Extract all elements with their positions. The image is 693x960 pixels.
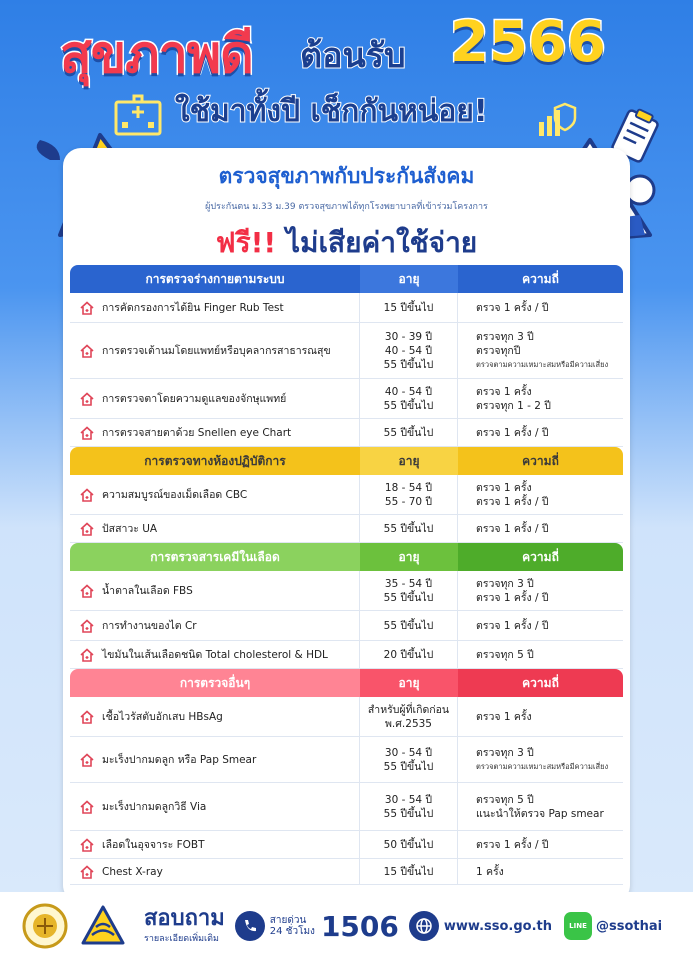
frequency-value: ตรวจ 1 ครั้ง / ปี xyxy=(476,426,549,439)
test-name-cell xyxy=(70,697,360,736)
house-icon xyxy=(80,619,94,633)
test-name: การตรวจเต้านมโดยแพทย์หรือบุคลากรสาธารณสุข xyxy=(102,345,331,357)
frequency-cell xyxy=(458,697,623,736)
house-icon xyxy=(80,753,94,767)
house-icon xyxy=(80,865,94,879)
age-value: 15 ปีขึ้นไป xyxy=(383,301,434,314)
age-value: 55 ปีขึ้นไป xyxy=(383,591,434,604)
frequency-cell xyxy=(458,475,623,514)
age-cell xyxy=(360,571,458,610)
age-value: 55 ปีขึ้นไป xyxy=(383,619,434,632)
frequency-cell xyxy=(458,379,623,418)
frequency-column-header: ความถี่ xyxy=(458,543,623,571)
age-value: 55 ปีขึ้นไป xyxy=(383,426,434,439)
house-icon xyxy=(80,584,94,598)
info-card xyxy=(63,148,630,903)
age-value: 15 ปีขึ้นไป xyxy=(383,865,434,878)
ask-label: สอบถาม xyxy=(144,906,225,931)
age-value: 30 - 39 ปี xyxy=(384,330,433,343)
website-url[interactable]: www.sso.go.th xyxy=(443,918,553,934)
age-cell xyxy=(360,859,458,884)
age-cell xyxy=(360,783,458,830)
table-row xyxy=(70,831,623,859)
age-cell xyxy=(360,611,458,640)
frequency-value: ตรวจ 1 ครั้ง xyxy=(476,710,532,723)
section-header xyxy=(70,265,623,293)
frequency-value: ตรวจ 1 ครั้ง xyxy=(476,481,532,494)
house-icon xyxy=(80,522,94,536)
section-title: การตรวจอื่นๆ xyxy=(70,669,360,697)
headline-main: สุขภาพดี xyxy=(60,25,253,85)
section-header xyxy=(70,669,623,697)
test-name-cell xyxy=(70,323,360,378)
test-name: Chest X-ray xyxy=(102,865,163,878)
test-name-cell xyxy=(70,475,360,514)
frequency-value: ตรวจทุก 5 ปี xyxy=(476,648,534,661)
age-column-header: อายุ xyxy=(360,669,458,697)
age-value: 55 ปีขึ้นไป xyxy=(383,399,434,412)
card-title: ตรวจสุขภาพกับประกันสังคม xyxy=(218,164,475,188)
test-name-cell xyxy=(70,293,360,322)
frequency-value: ตรวจทุก 5 ปี xyxy=(476,793,534,806)
test-name: เลือดในอุจจาระ FOBT xyxy=(102,839,205,851)
frequency-value: ตรวจ 1 ครั้ง / ปี xyxy=(476,495,549,508)
frequency-cell xyxy=(458,831,623,858)
house-icon xyxy=(80,392,94,406)
table-row xyxy=(70,475,623,515)
age-column-header: อายุ xyxy=(360,265,458,293)
test-name-cell xyxy=(70,641,360,668)
table-row xyxy=(70,515,623,543)
house-icon xyxy=(80,426,94,440)
frequency-cell xyxy=(458,293,623,322)
frequency-value: ตรวจทุก 3 ปี xyxy=(476,746,534,759)
age-cell xyxy=(360,419,458,446)
frequency-value: ตรวจทุกปี xyxy=(476,344,521,357)
house-icon xyxy=(80,488,94,502)
test-name-cell xyxy=(70,783,360,830)
house-icon xyxy=(80,710,94,724)
frequency-cell xyxy=(458,737,623,782)
free-banner xyxy=(63,221,630,265)
house-icon xyxy=(80,838,94,852)
frequency-column-header: ความถี่ xyxy=(458,447,623,475)
age-value: พ.ศ.2535 xyxy=(385,717,432,730)
table-row xyxy=(70,323,623,379)
test-name-cell xyxy=(70,379,360,418)
section-title: การตรวจร่างกายตามระบบ xyxy=(70,265,360,293)
age-value: 40 - 54 ปี xyxy=(384,344,433,357)
age-cell xyxy=(360,697,458,736)
age-value: 55 ปีขึ้นไป xyxy=(383,358,434,371)
frequency-note: ตรวจตามความเหมาะสมหรือมีความเสี่ยง xyxy=(476,359,609,369)
ask-sublabel: รายละเอียดเพิ่มเติม xyxy=(144,934,219,944)
table-row xyxy=(70,737,623,783)
frequency-value: ตรวจทุก 3 ปี xyxy=(476,577,534,590)
age-value: 55 - 70 ปี xyxy=(384,495,433,508)
age-cell xyxy=(360,475,458,514)
frequency-value: ตรวจทุก 1 - 2 ปี xyxy=(476,399,551,412)
age-cell xyxy=(360,323,458,378)
test-name: การตรวจสายตาด้วย Snellen eye Chart xyxy=(102,427,292,439)
frequency-value: ตรวจ 1 ครั้ง / ปี xyxy=(476,522,549,535)
frequency-value: ตรวจ 1 ครั้ง / ปี xyxy=(476,619,549,632)
age-column-header: อายุ xyxy=(360,447,458,475)
test-name: เชื้อไวรัสตับอักเสบ HBsAg xyxy=(102,711,223,723)
frequency-cell xyxy=(458,611,623,640)
frequency-cell xyxy=(458,859,623,884)
table-row xyxy=(70,379,623,419)
test-name: ความสมบูรณ์ของเม็ดเลือด CBC xyxy=(102,489,248,501)
house-icon xyxy=(80,344,94,358)
age-value: 18 - 54 ปี xyxy=(384,481,433,494)
test-name-cell xyxy=(70,571,360,610)
headline-subtitle: ใช้มาทั้งปี เช็กกันหน่อย! xyxy=(175,94,488,129)
test-name-cell xyxy=(70,831,360,858)
frequency-column-header: ความถี่ xyxy=(458,669,623,697)
age-value: 30 - 54 ปี xyxy=(384,793,433,806)
age-value: 55 ปีขึ้นไป xyxy=(383,807,434,820)
age-value: 50 ปีขึ้นไป xyxy=(383,838,434,851)
test-name-cell xyxy=(70,611,360,640)
house-icon xyxy=(80,648,94,662)
age-value: 30 - 54 ปี xyxy=(384,746,433,759)
age-value: 35 - 54 ปี xyxy=(384,577,433,590)
table-row xyxy=(70,859,623,885)
age-column-header: อายุ xyxy=(360,543,458,571)
footer-logos xyxy=(22,903,128,949)
frequency-value: ตรวจ 1 ครั้ง xyxy=(476,385,532,398)
age-value: 55 ปีขึ้นไป xyxy=(383,522,434,535)
section-title: การตรวจทางห้องปฏิบัติการ xyxy=(70,447,360,475)
test-name-cell xyxy=(70,419,360,446)
frequency-cell xyxy=(458,783,623,830)
frequency-cell xyxy=(458,419,623,446)
table-row xyxy=(70,419,623,447)
age-value: 40 - 54 ปี xyxy=(384,385,433,398)
house-icon xyxy=(80,301,94,315)
globe-icon xyxy=(409,911,439,941)
footer-ask xyxy=(144,907,225,945)
frequency-value: 1 ครั้ง xyxy=(476,865,504,878)
card-header xyxy=(63,148,630,265)
chart-shield-icon xyxy=(535,100,579,140)
age-cell xyxy=(360,737,458,782)
section-title: การตรวจสารเคมีในเลือด xyxy=(70,543,360,571)
frequency-value: ตรวจ 1 ครั้ง / ปี xyxy=(476,838,549,851)
line-account[interactable] xyxy=(564,912,662,940)
headline-year: 2566 xyxy=(450,10,606,75)
age-value: 20 ปีขึ้นไป xyxy=(383,648,434,661)
frequency-cell xyxy=(458,571,623,610)
hotline-number[interactable]: 1506 xyxy=(320,909,399,943)
table-row xyxy=(70,641,623,669)
test-name: ปัสสาวะ UA xyxy=(102,523,158,535)
test-name: การตรวจตาโดยความดูแลของจักษุแพทย์ xyxy=(102,393,287,405)
ministry-seal-icon xyxy=(22,903,68,949)
footer-bar xyxy=(0,892,693,960)
test-name: น้ำตาลในเลือด FBS xyxy=(102,585,193,597)
table-row xyxy=(70,697,623,737)
test-name: มะเร็งปากมดลูกวิธี Via xyxy=(102,801,207,813)
no-cost-label: ไม่เสียค่าใช้จ่าย xyxy=(285,226,478,259)
phone-icon xyxy=(235,911,265,941)
age-value: 55 ปีขึ้นไป xyxy=(383,760,434,773)
table-row xyxy=(70,783,623,831)
headline-welcome: ต้อนรับ xyxy=(300,36,406,76)
frequency-cell xyxy=(458,515,623,542)
frequency-value: แนะนำให้ตรวจ Pap smear xyxy=(476,807,604,820)
test-name-cell xyxy=(70,737,360,782)
test-name: ไขมันในเส้นเลือดชนิด Total cholesterol & HDL xyxy=(102,649,328,661)
age-cell xyxy=(360,641,458,668)
test-name: การคัดกรองการได้ยิน Finger Rub Test xyxy=(102,302,284,314)
free-label: ฟรี!! xyxy=(215,226,277,259)
sso-logo-icon xyxy=(78,903,128,949)
hotline[interactable] xyxy=(235,910,399,943)
test-name: การทำงานของไต Cr xyxy=(102,620,197,632)
age-value: สำหรับผู้ที่เกิดก่อน xyxy=(367,703,450,716)
table-row xyxy=(70,293,623,323)
checkup-table xyxy=(70,265,623,885)
table-row xyxy=(70,611,623,641)
test-name: มะเร็งปากมดลูก หรือ Pap Smear xyxy=(102,754,257,766)
hotline-label: สายด่วน 24 ชั่วโมง xyxy=(269,915,315,937)
frequency-column-header: ความถี่ xyxy=(458,265,623,293)
age-cell xyxy=(360,831,458,858)
section-header xyxy=(70,543,623,571)
website-link[interactable] xyxy=(409,911,552,941)
frequency-value: ตรวจ 1 ครั้ง / ปี xyxy=(476,301,549,314)
test-name-cell xyxy=(70,859,360,884)
age-cell xyxy=(360,293,458,322)
house-icon xyxy=(80,800,94,814)
table-row xyxy=(70,571,623,611)
frequency-cell xyxy=(458,641,623,668)
line-icon: LINE xyxy=(564,912,592,940)
frequency-value: ตรวจทุก 3 ปี xyxy=(476,330,534,343)
card-subtitle: ผู้ประกันตน ม.33 ม.39 ตรวจสุขภาพได้ทุกโรงพยาบาลที่เข้าร่วมโครงการ xyxy=(205,202,488,212)
frequency-note: ตรวจตามความเหมาะสมหรือมีความเสี่ยง xyxy=(476,761,609,771)
line-account-id[interactable]: @ssothai xyxy=(596,918,663,934)
test-name-cell xyxy=(70,515,360,542)
age-cell xyxy=(360,379,458,418)
frequency-value: ตรวจ 1 ครั้ง / ปี xyxy=(476,591,549,604)
age-cell xyxy=(360,515,458,542)
section-header xyxy=(70,447,623,475)
frequency-cell xyxy=(458,323,623,378)
